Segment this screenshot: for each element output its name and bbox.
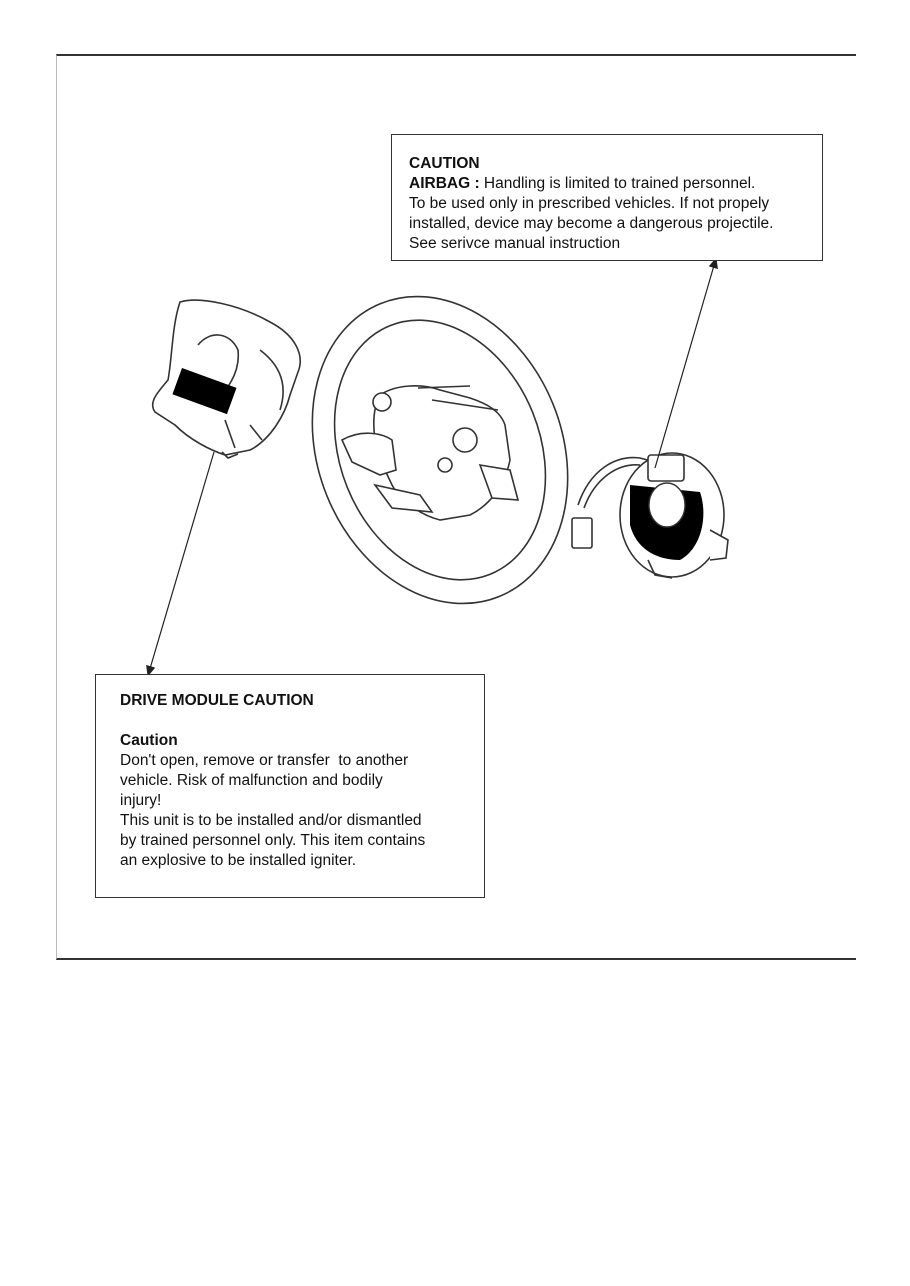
drive-module-caution-line-4: This unit is to be installed and/or dismantled	[120, 812, 422, 829]
airbag-caution-line-1-text: Handling is limited to trained personnel.	[479, 175, 756, 192]
drive-module-caution-line-5: by trained personnel only. This item contains	[120, 832, 426, 849]
drive-module-leader-arrow	[149, 452, 214, 672]
airbag-caution-line-4: See serivce manual instruction	[409, 235, 621, 252]
airbag-caution-title: CAUTION	[409, 155, 480, 172]
airbag-module	[153, 300, 301, 458]
drive-module-caution-line-6: an explosive to be installed igniter.	[120, 852, 357, 869]
airbag-caution-label	[391, 134, 823, 261]
airbag-caution-line-1	[409, 174, 806, 194]
airbag-caution-line-3: installed, device may become a dangerous projectile.	[409, 215, 774, 232]
airbag-caution-leader-arrow	[655, 262, 715, 468]
drive-module-caution-line-1: Don't open, remove or transfer to another	[120, 752, 409, 769]
drive-module-caution-line-3: injury!	[120, 792, 162, 809]
drive-module-caution-line-2: vehicle. Risk of malfunction and bodily	[120, 772, 383, 789]
airbag-caution-line-2: To be used only in prescribed vehicles. If not propely	[409, 195, 770, 212]
airbag-label: AIRBAG :	[409, 175, 480, 192]
drive-module-caution-title: Caution	[120, 732, 178, 749]
clock-spring-hub	[649, 483, 685, 527]
steering-wheel	[268, 258, 613, 642]
drive-module-caution-label	[95, 674, 485, 898]
drive-module-caution-heading: DRIVE MODULE CAUTION	[120, 692, 314, 709]
